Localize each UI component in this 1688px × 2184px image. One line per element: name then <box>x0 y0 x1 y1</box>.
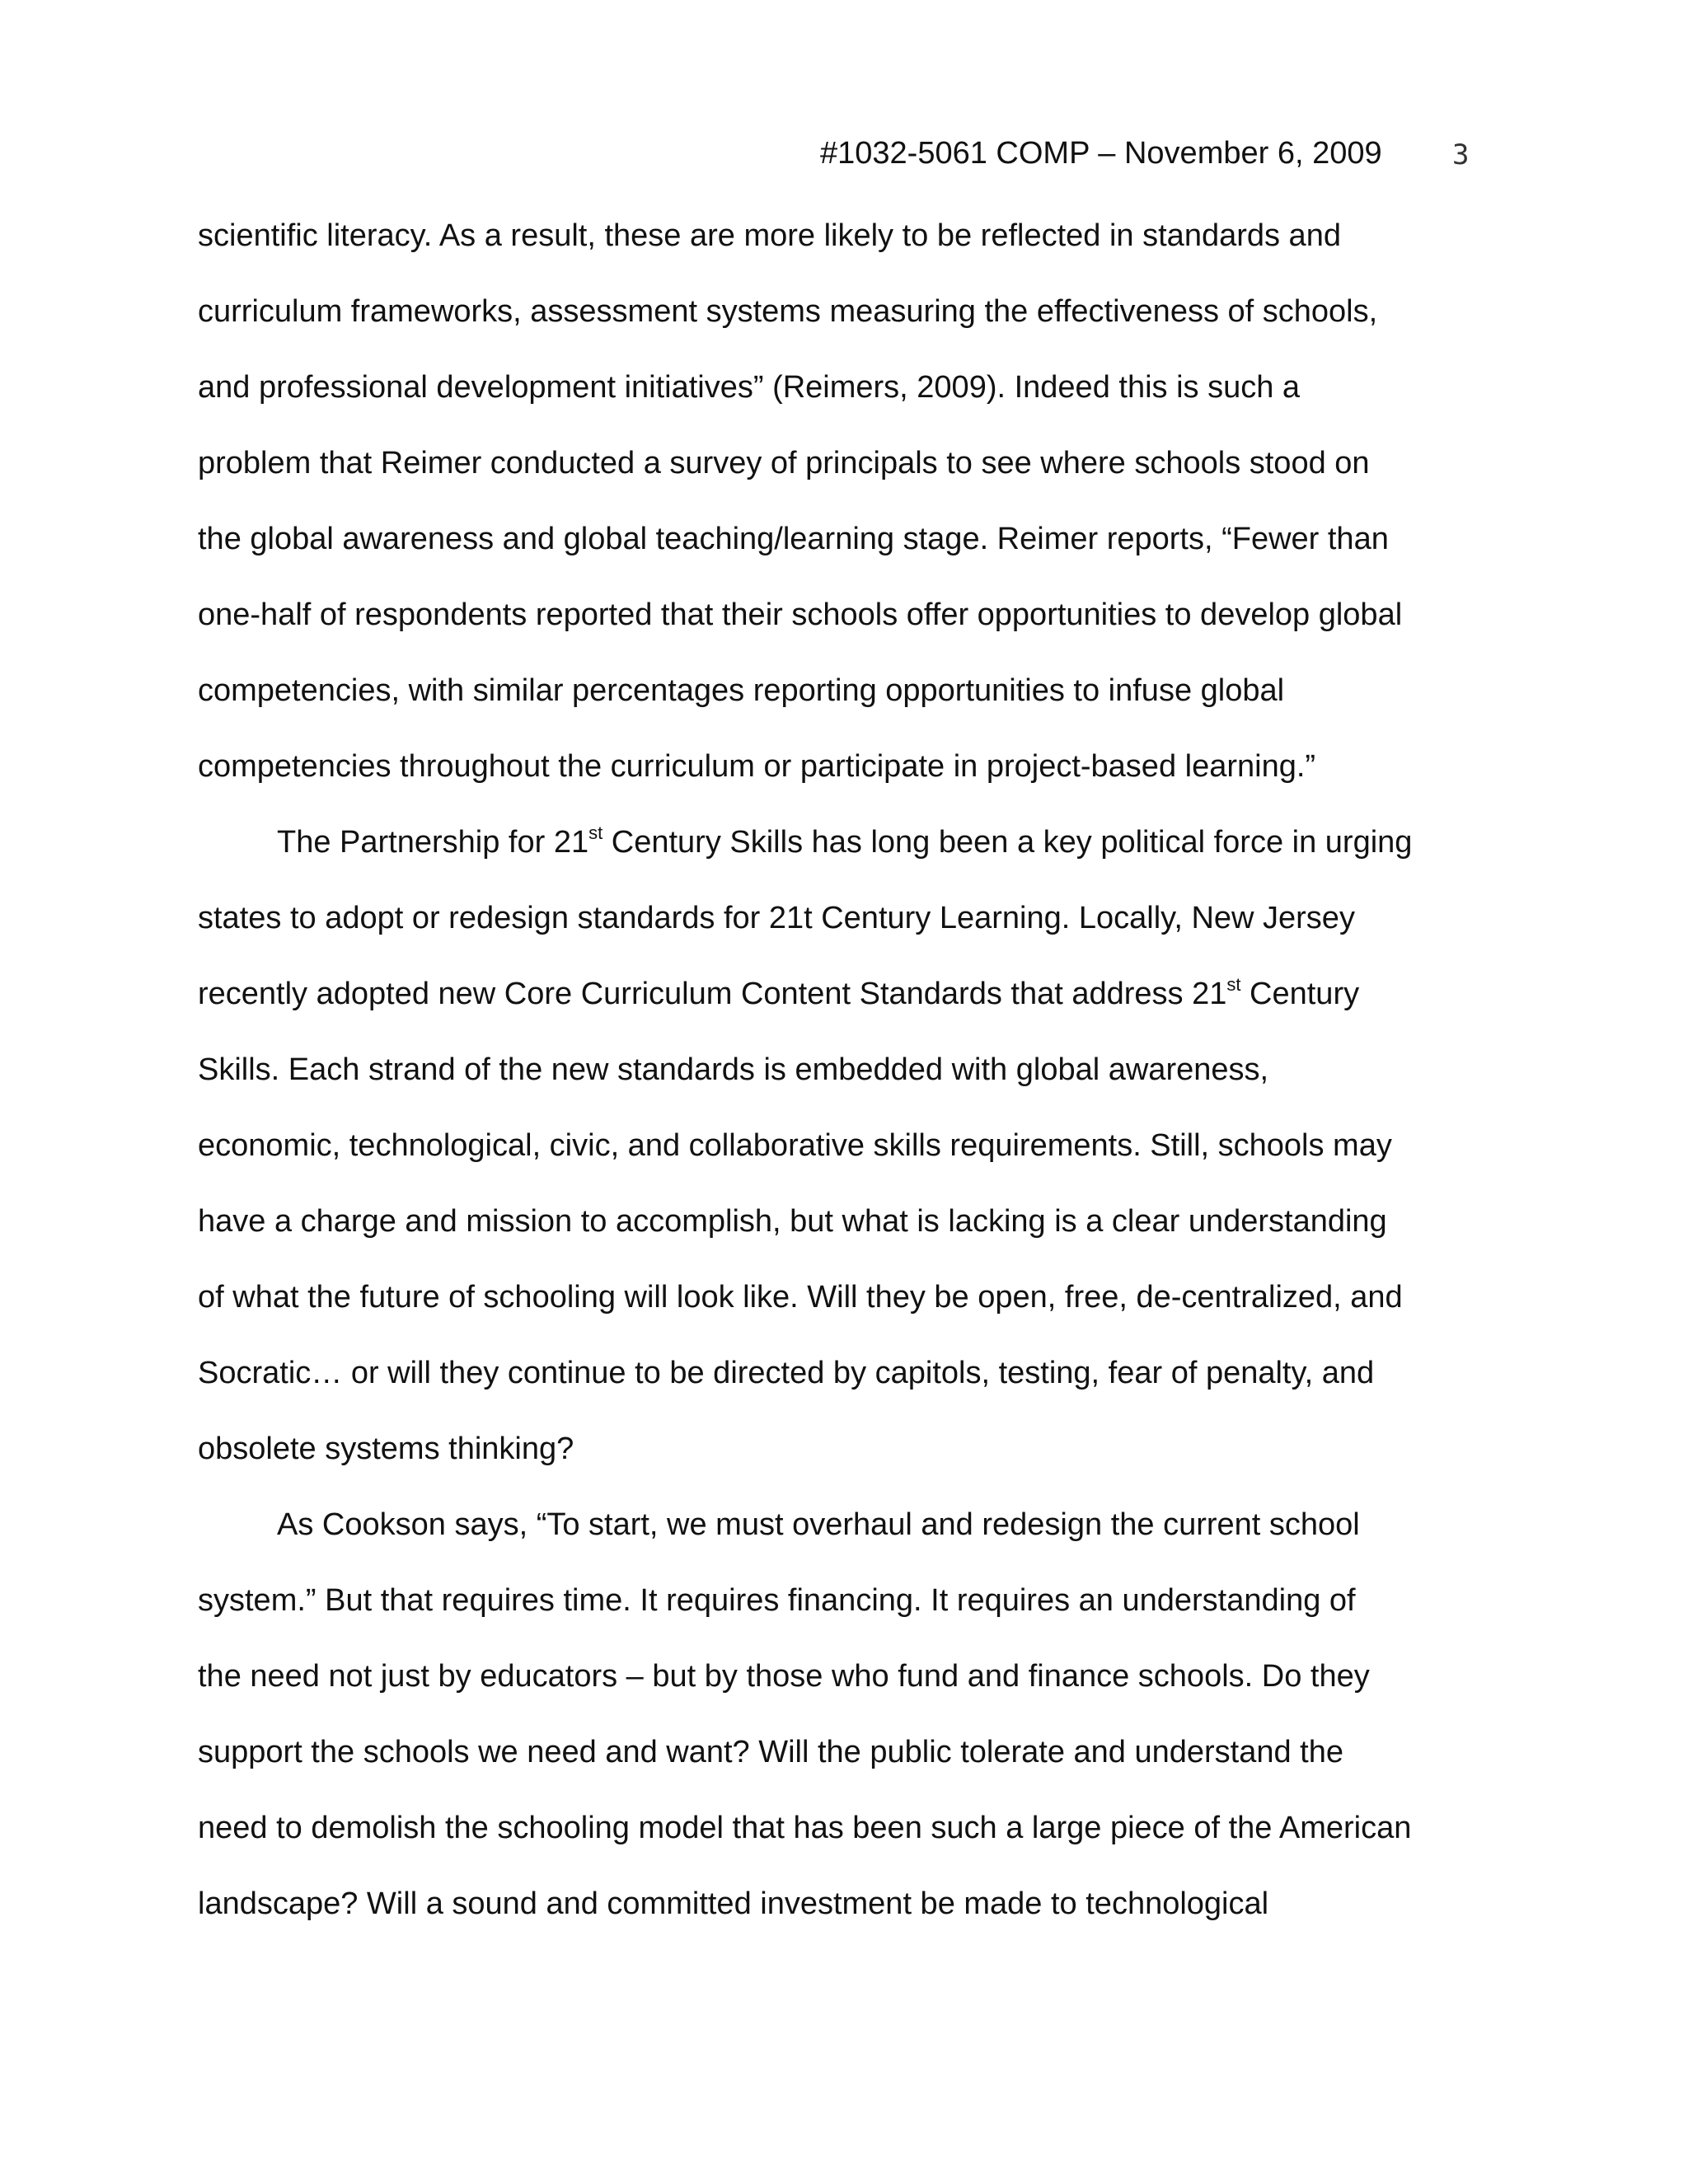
text-line: the global awareness and global teaching/learning stage. Reimer reports, “Fewer than <box>198 522 1389 556</box>
text-line: competencies, with similar percentages reporting opportunities to infuse global <box>198 673 1285 708</box>
text-line: support the schools we need and want? Will the public tolerate and understand the <box>198 1735 1344 1769</box>
text-line: economic, technological, civic, and collaborative skills requirements. Still, schools may <box>198 1128 1392 1163</box>
text-line: have a charge and mission to accomplish, but what is lacking is a clear understanding <box>198 1204 1387 1239</box>
text-line: the need not just by educators – but by those who fund and finance schools. Do they <box>198 1659 1370 1694</box>
text-line: and professional development initiatives” (Reimers, 2009). Indeed this is such a <box>198 370 1301 405</box>
ordinal-superscript: st <box>588 823 603 844</box>
text-line: of what the future of schooling will look like. Will they be open, free, de-centralized, and <box>198 1280 1403 1315</box>
text-line: As Cookson says, “To start, we must overhaul and redesign the current school <box>277 1507 1360 1542</box>
text-line: one-half of respondents reported that their schools offer opportunities to develop global <box>198 598 1403 632</box>
paragraph-1 <box>198 198 1484 804</box>
text-line: landscape? Will a sound and committed investment be made to technological <box>198 1886 1269 1921</box>
line-text: recently adopted new Core Curriculum Content Standards that address 21 <box>198 977 1227 1011</box>
text-line: need to demolish the schooling model that has been such a large piece of the American <box>198 1811 1412 1845</box>
running-head: #1032-5061 COMP – November 6, 2009 <box>820 136 1382 171</box>
text-line: Skills. Each strand of the new standards is embedded with global awareness, <box>198 1052 1269 1087</box>
text-line: curriculum frameworks, assessment systems measuring the effectiveness of schools, <box>198 294 1378 329</box>
ordinal-superscript: st <box>1226 974 1241 996</box>
text-line: Socratic… or will they continue to be directed by capitols, testing, fear of penalty, and <box>198 1356 1375 1390</box>
text-line: obsolete systems thinking? <box>198 1432 574 1466</box>
paragraph-3 <box>198 1487 1484 1942</box>
text-line: problem that Reimer conducted a survey of principals to see where schools stood on <box>198 446 1370 480</box>
page-number: 3 <box>1452 138 1470 171</box>
line-text: The Partnership for 21 <box>277 825 589 860</box>
body-text <box>198 198 1484 1942</box>
text-line: states to adopt or redesign standards for 21t Century Learning. Locally, New Jersey <box>198 901 1355 935</box>
text-line-with-superscript <box>198 804 1484 880</box>
text-line: competencies throughout the curriculum or participate in project-based learning.” <box>198 749 1316 784</box>
text-line: system.” But that requires time. It requires financing. It requires an understanding of <box>198 1583 1356 1618</box>
text-line-with-superscript <box>198 956 1484 1032</box>
text-line: scientific literacy. As a result, these are more likely to be reflected in standards and <box>198 218 1341 253</box>
line-text: Century Skills has long been a key political force in urging <box>603 825 1413 860</box>
line-text: Century <box>1240 977 1360 1011</box>
paragraph-2 <box>198 804 1484 1487</box>
